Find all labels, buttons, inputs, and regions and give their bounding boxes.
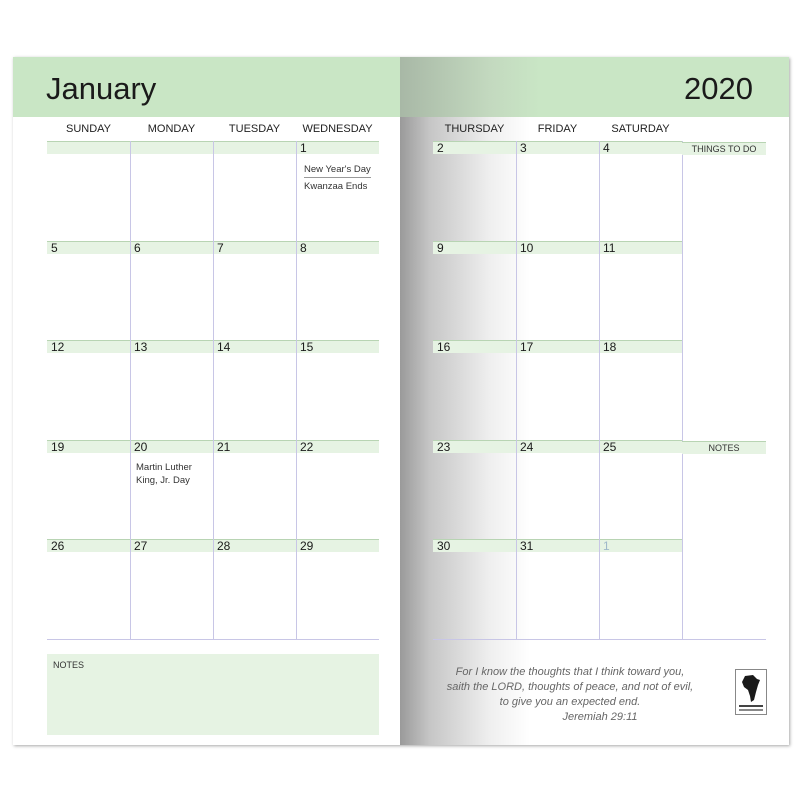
day-number: 17 [516,340,599,353]
day-number [47,141,130,154]
grid-divider [213,440,214,540]
day-cell[interactable] [213,539,296,639]
event-mlk-day-line1: Martin Luther [136,462,192,473]
day-number: 9 [433,241,516,254]
day-number: 29 [296,539,379,552]
africa-map-icon [736,670,766,714]
day-cell[interactable] [599,340,682,440]
grid-divider [296,340,297,440]
day-cell[interactable] [433,141,516,241]
grid-divider [296,141,297,241]
verse-line-3: to give you an expected end. [499,696,641,708]
grid-divider [296,440,297,540]
dow-friday: FRIDAY [537,123,578,135]
day-number: 25 [599,440,682,453]
day-cell[interactable] [599,241,682,341]
year-title: 2020 [684,71,753,106]
grid-divider [516,539,517,639]
day-number: 24 [516,440,599,453]
day-cell[interactable] [599,539,682,639]
dow-wednesday: WEDNESDAY [302,123,373,135]
verse-line-2: saith the LORD, thoughts of peace, and not of evil, [446,681,694,693]
dow-monday: MONDAY [147,123,196,135]
event-kwanzaa-ends: Kwanzaa Ends [304,181,368,192]
grid-divider [130,440,131,540]
day-number: 18 [599,340,682,353]
day-cell[interactable] [213,241,296,341]
day-cell[interactable] [130,241,213,341]
day-number: 16 [433,340,516,353]
day-number: 5 [47,241,130,254]
day-cell[interactable] [130,440,213,540]
day-number: 28 [213,539,296,552]
grid-divider [213,241,214,341]
day-cell[interactable] [433,440,516,540]
event-mlk-day-line2: King, Jr. Day [136,475,190,486]
day-number: 21 [213,440,296,453]
day-number: 22 [296,440,379,453]
notes-box[interactable] [47,654,379,735]
grid-divider [599,141,600,241]
day-cell[interactable] [516,141,599,241]
month-title: January [46,71,157,106]
grid-divider [599,440,600,540]
day-cell[interactable] [433,340,516,440]
grid-bottom-line [433,639,766,640]
grid-divider [130,340,131,440]
grid-divider [599,340,600,440]
right-page [400,57,789,745]
day-number: 20 [130,440,213,453]
day-cell[interactable] [130,340,213,440]
day-number: 26 [47,539,130,552]
day-cell[interactable] [47,440,130,540]
day-number: 11 [599,241,682,254]
day-cell[interactable] [47,241,130,341]
dow-thursday: THURSDAY [444,123,505,135]
day-number: 23 [433,440,516,453]
day-number: 27 [130,539,213,552]
day-number: 19 [47,440,130,453]
grid-divider [213,340,214,440]
grid-divider [130,241,131,341]
dow-saturday: SATURDAY [611,123,670,135]
verse-line-1: For I know the thoughts that I think toward you, [455,666,685,678]
day-cell[interactable] [213,440,296,540]
day-cell[interactable] [516,340,599,440]
things-to-do-header: THINGS TO DO [682,142,766,155]
day-number: 15 [296,340,379,353]
day-cell[interactable] [433,241,516,341]
day-cell[interactable] [516,440,599,540]
day-number: 1 [599,539,682,552]
grid-divider [130,539,131,639]
year-header-bar [400,57,789,117]
side-notes-header: NOTES [682,441,766,454]
day-cell[interactable] [213,340,296,440]
day-number [213,141,296,154]
grid-divider [296,539,297,639]
verse-reference: Jeremiah 29:11 [562,711,638,723]
side-column-divider [682,141,683,639]
day-cell[interactable] [296,340,379,440]
day-number: 10 [516,241,599,254]
day-cell[interactable] [47,340,130,440]
grid-divider [213,539,214,639]
event-new-years-day: New Year's Day [304,164,371,178]
grid-divider [599,241,600,341]
day-number: 4 [599,141,682,154]
planner-spread [13,57,789,745]
grid-divider [516,241,517,341]
day-number [130,141,213,154]
day-cell[interactable] [599,440,682,540]
day-cell[interactable] [296,539,379,639]
grid-divider [516,340,517,440]
african-american-logo [735,669,767,715]
grid-divider [516,141,517,241]
day-cell[interactable] [47,539,130,639]
day-cell[interactable] [47,141,130,241]
day-number: 14 [213,340,296,353]
bible-verse [420,665,720,725]
notes-label: NOTES [53,660,85,670]
grid-divider [213,141,214,241]
day-number: 1 [296,141,379,154]
day-cell[interactable] [433,539,516,639]
day-number: 30 [433,539,516,552]
grid-divider [516,440,517,540]
day-number: 3 [516,141,599,154]
day-cell[interactable] [599,141,682,241]
day-cell[interactable] [130,141,213,241]
grid-divider [599,539,600,639]
grid-divider [296,241,297,341]
day-number: 8 [296,241,379,254]
day-cell[interactable] [296,440,379,540]
day-cell[interactable] [516,539,599,639]
day-number: 31 [516,539,599,552]
dow-sunday: SUNDAY [65,123,112,135]
grid-bottom-line [47,639,379,640]
grid-divider [130,141,131,241]
day-cell[interactable] [296,241,379,341]
left-page [13,57,400,745]
dow-tuesday: TUESDAY [228,123,281,135]
day-cell[interactable] [516,241,599,341]
day-number: 7 [213,241,296,254]
day-number: 13 [130,340,213,353]
day-cell[interactable] [130,539,213,639]
day-number: 12 [47,340,130,353]
day-cell[interactable] [213,141,296,241]
month-header-bar [13,57,400,117]
day-number: 6 [130,241,213,254]
day-number: 2 [433,141,516,154]
